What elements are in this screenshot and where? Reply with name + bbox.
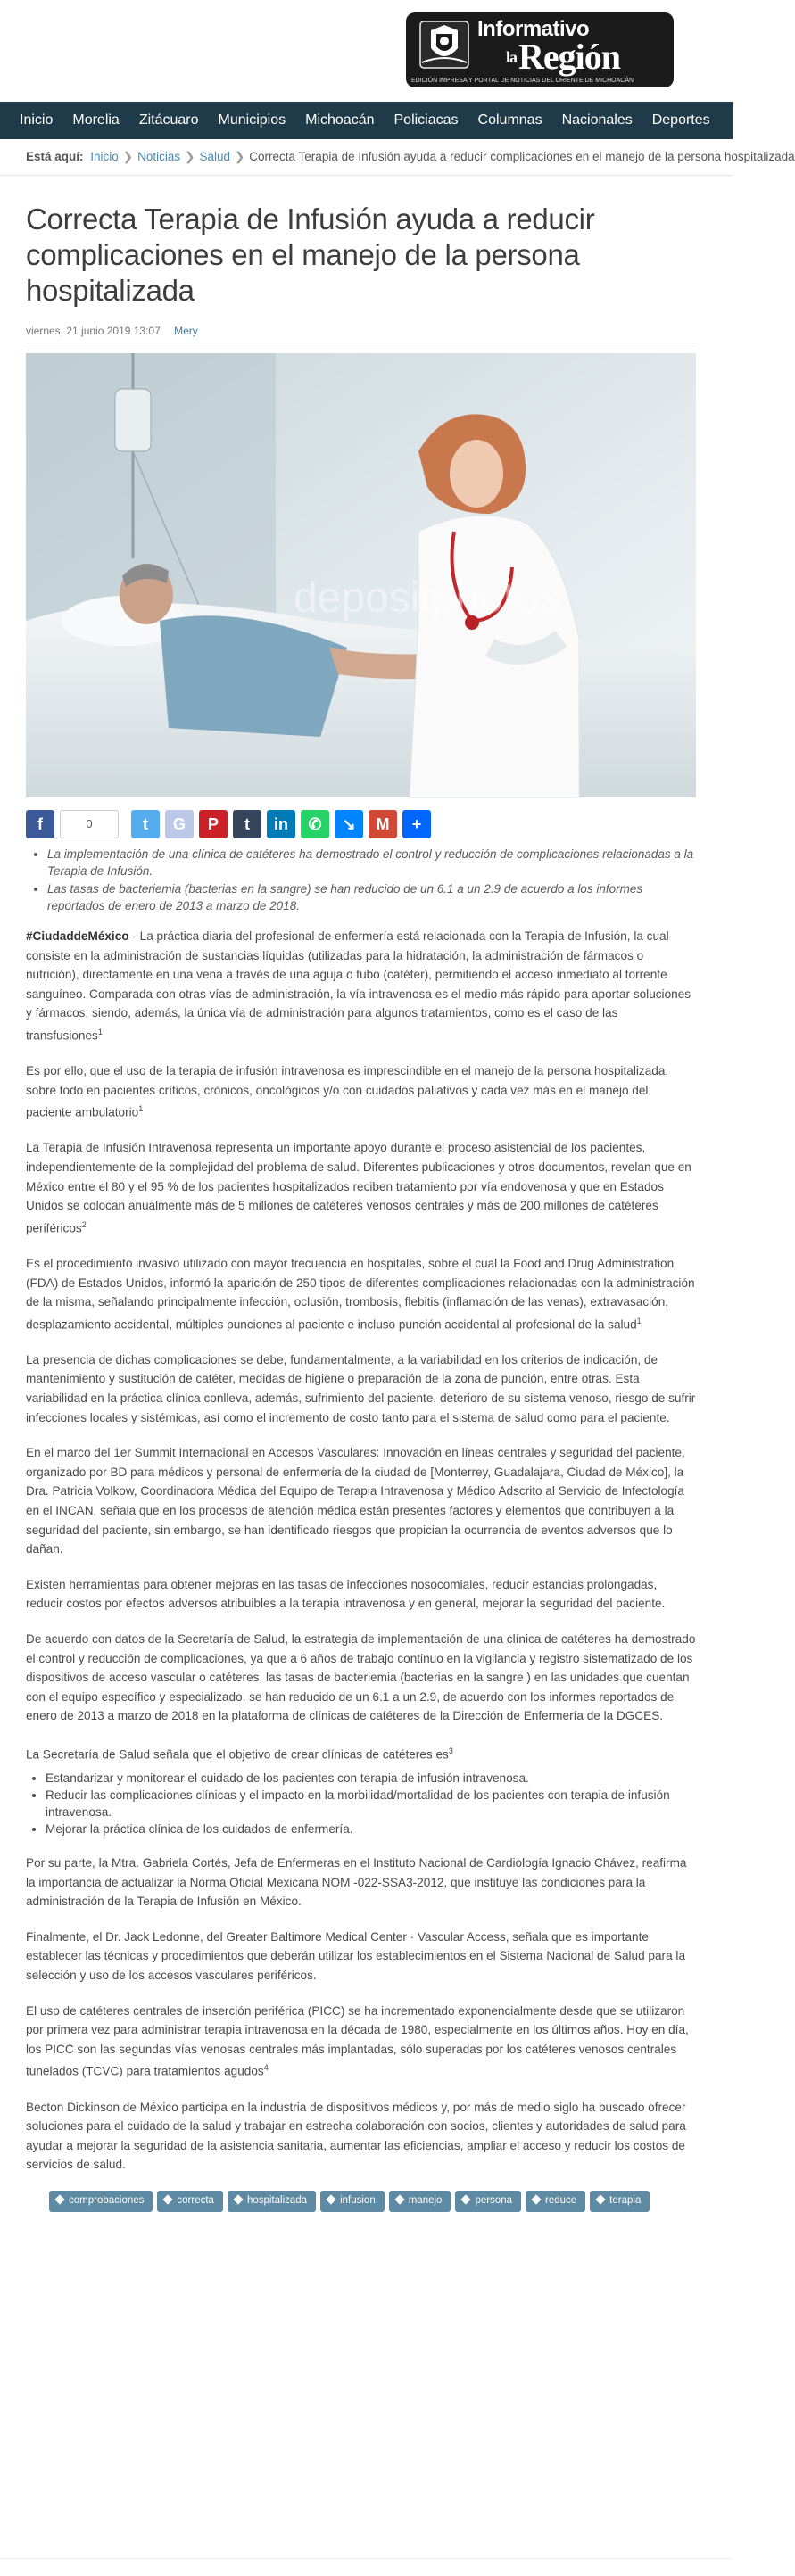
logo-tagline: EDICIÓN IMPRESA Y PORTAL DE NOTICIAS DEL ORIENTE DE MICHOACÁN (411, 78, 634, 84)
messenger-icon[interactable]: ↘ (335, 810, 363, 838)
objective-item: • Estandarizar y monitorear el cuidado de los pacientes con terapia de infusión intravenosa. (46, 1770, 696, 1787)
tag-chip[interactable] (590, 2191, 650, 2212)
tag-icon (394, 2194, 404, 2204)
pinterest-icon[interactable]: P (199, 810, 228, 838)
summary-item: • Las tasas de bacteriemia (bacterias en la sangre) se han reducido de un 6.1 a un 2.9 de acuerdo a los informes reportados de enero de 2013 a marzo de 2018. (47, 880, 696, 914)
tag-icon (326, 2194, 335, 2204)
nav-item-policiacas[interactable]: Policiacas (393, 112, 459, 128)
tag-label: comprobaciones (69, 2194, 145, 2206)
breadcrumb-link-inicio[interactable]: Inicio (90, 150, 119, 163)
paragraph (26, 1061, 696, 1122)
twitter-icon[interactable]: t (131, 810, 160, 838)
paragraph-text: Es el procedimiento invasivo utilizado con mayor frecuencia en hospitales, sobre el cual la Food and Drug Administration (FDA) de Estados Unidos, informó la aparición de 250 tipos de diferentes complicaciones relacionadas con la administración de la misma, señalando principalmente infección, oclusión, trombosis, flebitis (inflamación de las venas), extravasación, desplazamiento accidental, múltiples punciones al paciente e incluso punción accidental al profesional de la salud (26, 1256, 695, 1332)
paragraph (26, 1138, 696, 1238)
logo-la: la (506, 48, 518, 66)
nav-item-zitacuaro[interactable]: Zitácuaro (138, 112, 199, 128)
share-more-icon[interactable]: + (402, 810, 431, 838)
tag-label: correcta (177, 2194, 214, 2206)
nav-item-nacionales[interactable]: Nacionales (561, 112, 633, 128)
tag-chip[interactable] (320, 2191, 385, 2212)
footnote-ref: 1 (138, 1104, 144, 1114)
tag-chip[interactable] (49, 2191, 153, 2212)
nav-item-inicio[interactable]: Inicio (20, 112, 54, 128)
article-summary (26, 846, 696, 914)
paragraph: Finalmente, el Dr. Jack Ledonne, del Greater Baltimore Medical Center · Vascular Access, señala que es importante establecer las técnicas y procedimientos que deberán utilizar los establecimientos en el Sistema Nacional de Salud para la selección y uso de los accesos vasculares periféricos. (26, 1929, 686, 1982)
main-navigation (0, 102, 733, 139)
tag-icon (531, 2194, 541, 2204)
footnote-ref: 3 (448, 1746, 453, 1755)
breadcrumb-separator-icon: ❯ (122, 150, 134, 163)
divider (0, 175, 733, 176)
hero-photo-illustration (26, 353, 696, 797)
paragraph-text: La Secretaría de Salud señala que el objetivo de crear clínicas de catéteres es (26, 1747, 449, 1762)
share-count: 0 (60, 810, 119, 838)
article-body (26, 927, 696, 2175)
hashtag[interactable]: #CiudaddeMéxico (26, 929, 129, 943)
tag-icon (596, 2194, 606, 2204)
nav-item-municipios[interactable]: Municipios (218, 112, 286, 128)
google-plus-icon[interactable]: G (165, 810, 194, 838)
breadcrumb-link-salud[interactable]: Salud (199, 150, 230, 163)
gmail-icon[interactable]: M (369, 810, 397, 838)
breadcrumb (26, 150, 795, 164)
breadcrumb-current: Correcta Terapia de Infusión ayuda a reducir complicaciones en el manejo de la persona hospitalizada (249, 150, 795, 163)
article-title: Correcta Terapia de Infusión ayuda a reducir complicaciones en el manejo de la persona hospitalizada (26, 202, 595, 307)
paragraph-text: - La práctica diaria del profesional de enfermería está relacionada con la Terapia de Infusión, la cual consiste en la administración de sustancias líquidas (utilizadas para la hidratación, la administración de fármacos o nutrición), directamente en una vena a través de una aguja o tubo (catéter), permitiendo el acceso inmediato al torrente sanguíneo. Comparada con otras vías de administración, la vía intravenosa es el medio más rápido para aportar soluciones y fármacos; siendo, además, la única vía de administración para algunos tratamientos, como es el caso de las transfusiones (26, 929, 691, 1043)
paragraph: Becton Dickinson de México participa en la industria de dispositivos médicos y, por más de medio siglo ha buscado ofrecer soluciones para el cuidado de la salud y trabajar en estrecha colaboración con socios, clientes y autoridades de salud para ayudar a mejorar la seguridad de la asistencia sanitaria, aumentar las eficiencias, ampliar el acceso y reducir los costos de servicios de salud. (26, 2100, 686, 2172)
whatsapp-icon[interactable]: ✆ (301, 810, 329, 838)
tag-icon (163, 2194, 173, 2204)
share-bar (26, 810, 696, 840)
tag-icon (461, 2194, 471, 2204)
breadcrumb-separator-icon: ❯ (234, 150, 245, 163)
site-logo[interactable] (406, 12, 674, 87)
paragraph: Por su parte, la Mtra. Gabriela Cortés, Jefa de Enfermeras en el Instituto Nacional de Cardiología Ignacio Chávez, reafirma la importancia de actualizar la Norma Oficial Mexicana NOM -022-SSA3-2012, que instituye las condiciones para la administración de la Terapia de Infusión en México. (26, 1856, 687, 1909)
breadcrumb-separator-icon: ❯ (185, 150, 195, 163)
paragraph-text: El uso de catéteres centrales de inserción periférica (PICC) se ha incrementado exponencialmente desde que se utilizaron por primera vez para administrar terapia intravenosa en la década de 1980, especialmente en los últimos años. Hoy en día, los PICC son las segundas vías venosas centrales más implantadas, sólo superadas por los catéteres venosos centrales tunelados (TCVC) para tratamientos agudos (26, 2003, 689, 2078)
tag-label: hospitalizada (246, 2194, 308, 2206)
article-meta (26, 325, 696, 343)
tag-chip[interactable] (228, 2191, 316, 2212)
paragraph: Existen herramientas para obtener mejoras en las tasas de infecciones nosocomiales, reducir estancias prolongadas, reducir costos por efectos adversos atribuibles a la terapia intravenosa y en general, mejorar la seguridad del paciente. (26, 1577, 666, 1611)
breadcrumb-link-noticias[interactable]: Noticias (137, 150, 181, 163)
logo-region: Región (518, 37, 621, 77)
tag-chip[interactable] (455, 2191, 521, 2212)
nav-item-deportes[interactable]: Deportes (651, 112, 710, 128)
paragraph-text: Es por ello, que el uso de la terapia de infusión intravenosa es imprescindible en el manejo de la persona hospitalizada, sobre todo en pacientes críticos, crónicos, oncológicos y/o con cuidados paliativos y cada vez más en el manejo del paciente ambulatorio (26, 1064, 669, 1119)
tag-label: infusion (340, 2194, 376, 2206)
tag-label: manejo (408, 2194, 443, 2206)
facebook-icon[interactable]: f (26, 810, 54, 838)
article-author-link[interactable]: Mery (174, 325, 198, 337)
paragraph-text: La Terapia de Infusión Intravenosa representa un importante apoyo durante el proceso asistencial de los pacientes, independientemente de la complejidad del problema de salud. Diferentes publicaciones y otros documentos, revelan que en México entre el 80 y el 95 % de los pacientes hospitalizados reciben tratamiento por vía endovenosa y que en Estados Unidos se colocan anualmente más de 5 millones de catéteres venosos centrales y más de 200 millones de catéteres periféricos (26, 1141, 691, 1235)
paragraph: De acuerdo con datos de la Secretaría de Salud, la estrategia de implementación de una clínica de catéteres ha demostrado el control y reducción de complicaciones, ya que a 6 años de trabajo continuo en la vigilancia y registro sistematizado de los dispositivos de acceso vascular o catéteres, las tasas de bacteriemia (bacterias en la sangre ) en las unidades que cuentan con el equipo específico y especializado, se han reducido de un 6.1 a un 2.9, de acuerdo con los informes reportados de enero de 2013 a marzo de 2018 en la plataforma de clínicas de catéteres de la Dirección de Enfermería de la DGCES. (26, 1631, 696, 1723)
paragraph (26, 1742, 696, 1764)
article-hero-image[interactable] (26, 353, 696, 797)
tag-list (26, 2191, 696, 2217)
tag-chip[interactable] (157, 2191, 223, 2212)
tag-label: reduce (545, 2194, 577, 2206)
logo-top-text: Informativo (477, 17, 590, 41)
objective-item: • Mejorar la práctica clínica de los cuidados de enfermería. (46, 1821, 696, 1837)
paragraph: En el marco del 1er Summit Internacional en Accesos Vasculares: Innovación en líneas centrales y seguridad del paciente, organizado por BD para médicos y personal de enfermería de la ciudad de [Monterrey, Guadalajara, Ciudad de México], la Dra. Patricia Volkow, Coordinadora Médica del Equipo de Terapia Intravenosa y Médico Adscrito al Servicio de Infectología en el INCAN, señala que en los procesos de atención médica están presentes factores y elementos que contribuyen a la seguridad del paciente, sin embargo, se han identificado riesgos que propician la ocurrencia de eventos adversos que lo dañan. (26, 1446, 685, 1556)
objective-item: • Reducir las complicaciones clínicas y el impacto en la morbilidad/mortalidad de los pacientes con terapia de infusión intravenosa. (46, 1787, 696, 1821)
coat-of-arms-icon (413, 18, 476, 71)
tag-chip[interactable] (526, 2191, 585, 2212)
tag-icon (54, 2194, 64, 2204)
footnote-ref: 4 (263, 2063, 269, 2073)
tag-chip[interactable] (389, 2191, 451, 2212)
footnote-ref: 1 (97, 1027, 103, 1036)
tumblr-icon[interactable]: t (233, 810, 261, 838)
breadcrumb-label: Está aquí: (26, 150, 84, 163)
nav-item-columnas[interactable]: Columnas (477, 112, 542, 128)
footnote-ref: 2 (81, 1219, 87, 1229)
nav-item-morelia[interactable]: Morelia (72, 112, 120, 128)
paragraph (26, 1254, 696, 1334)
article (26, 202, 696, 2217)
summary-item: • La implementación de una clínica de catéteres ha demostrado el control y reducción de complicaciones relacionadas a la Terapia de Infusión. (47, 846, 696, 879)
article-date: viernes, 21 junio 2019 13:07 (26, 325, 161, 337)
tag-icon (233, 2194, 243, 2204)
paragraph: La presencia de dichas complicaciones se debe, fundamentalmente, a la variabilidad en los criterios de indicación, de mantenimiento y sustitución de catéter, medidas de higiene o preparación de la zona de punción, entre otras. Esta variabilidad en la práctica clínica conlleva, además, sufrimiento del paciente, deterioro de su sistema venoso, riesgo de sufrir infecciones locales y sistémicas, así como el incremento de costo tanto para el sistema de salud como para el paciente. (26, 1352, 696, 1424)
linkedin-icon[interactable]: in (267, 810, 295, 838)
paragraph (26, 927, 696, 1045)
logo-region-text (506, 39, 620, 75)
footnote-ref: 1 (636, 1316, 642, 1325)
tag-label: terapia (609, 2194, 642, 2206)
tag-label: persona (475, 2194, 512, 2206)
site-header (0, 0, 733, 101)
paragraph (26, 2002, 696, 2082)
nav-item-michoacan[interactable]: Michoacán (305, 112, 375, 128)
page-bottom-divider (0, 2558, 733, 2559)
objectives-list (26, 1770, 696, 1837)
hero-watermark: depositphotos (294, 574, 560, 622)
